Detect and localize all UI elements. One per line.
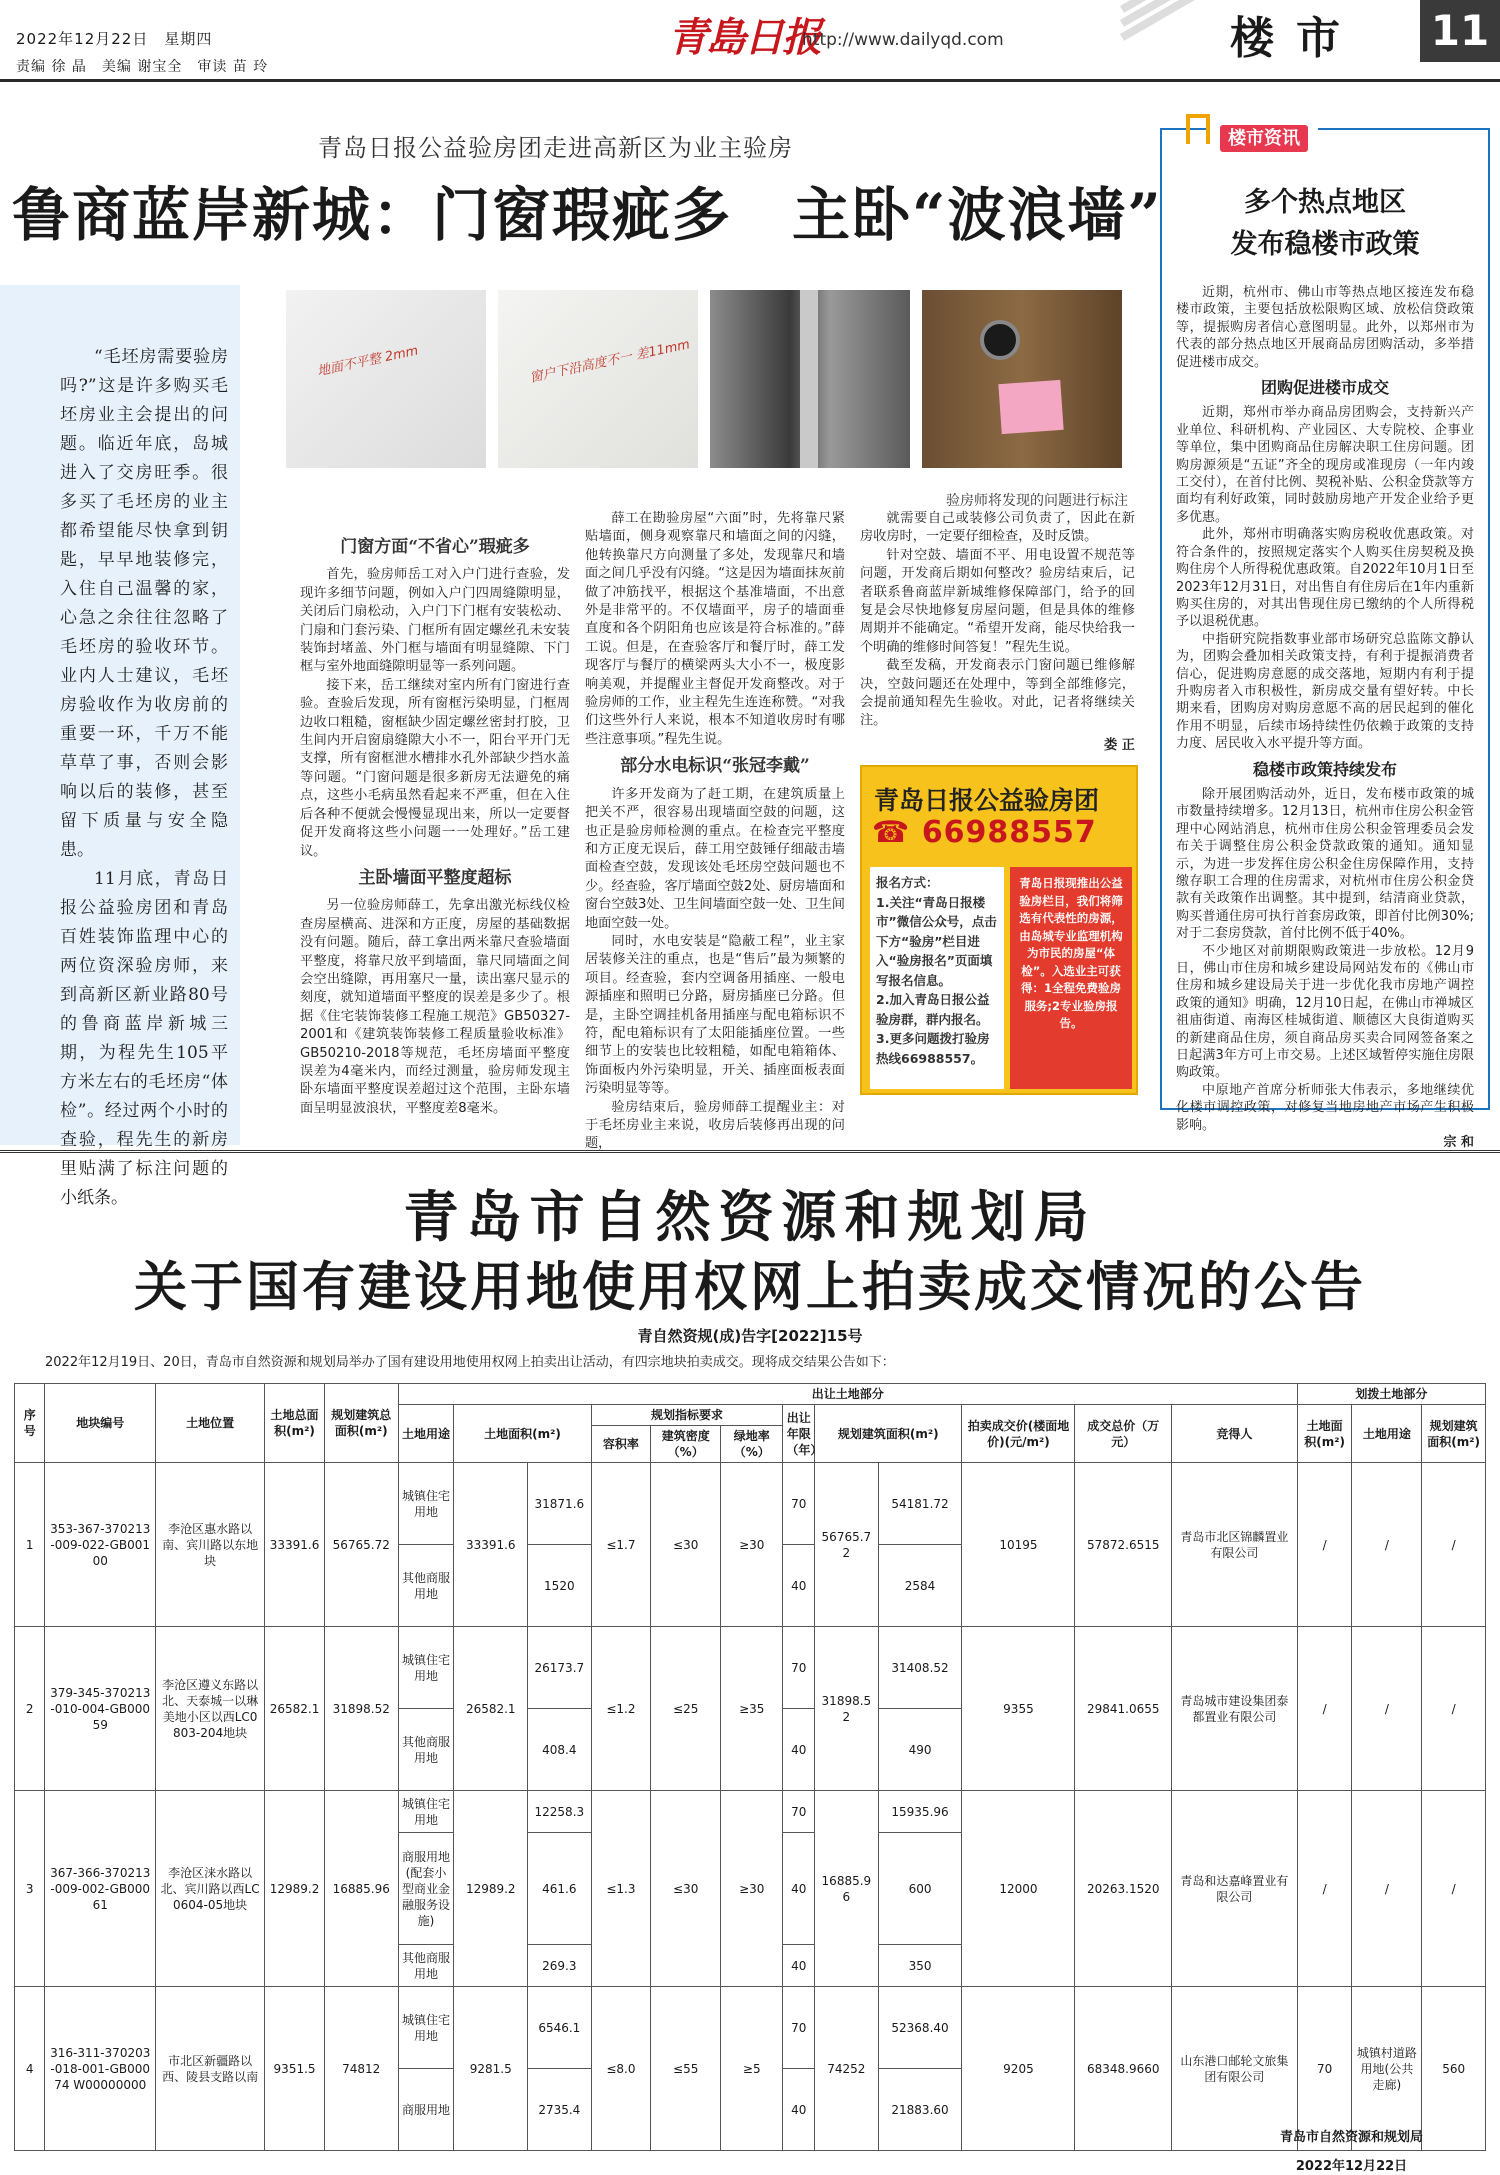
cell-total: 57872.6515 bbox=[1075, 1463, 1172, 1627]
body-paragraph: 不少地区对前期限购政策进一步放松。12月9日，佛山市住房和城乡建设局网站发布的《佛山市住房和城乡建设局关于进一步优化我市房地产调控政策的通知》明确，12月10日起，在佛山市禅城区祖庙街道、南海区桂城街道、顺德区大良街道购买的新建商品住房，须自商品房买卖合同网签备案之日起满3年方可上市交易。上述区域暂停实施住房限购政策。 bbox=[1176, 943, 1474, 1081]
cell-use: 城镇住宅用地 bbox=[398, 1791, 454, 1833]
cell-sub-area: 408.4 bbox=[528, 1709, 592, 1791]
col-total: 成交总价（万元） bbox=[1075, 1405, 1172, 1463]
cell-winner: 青岛城市建设集团泰都置业有限公司 bbox=[1172, 1627, 1298, 1791]
cell-use: 城镇住宅用地 bbox=[398, 1463, 454, 1545]
col-use: 土地用途 bbox=[398, 1405, 454, 1463]
window-frame-photo bbox=[710, 290, 910, 468]
body-paragraph: 中指研究院指数事业部市场研究总监陈文静认为，团购会叠加相关政策支持，有利于提振消费者信心，促进购房意愿的成交落地，短期内有利于提升购房者入市积极性，新房成交量有望好转。中长期来看，团购房对购房意愿不高的居民起到的催化作用不明显，后续市场持续性仍依赖于政策的支持力度、居民收入水平提升等方面。 bbox=[1176, 631, 1474, 752]
byline: 宗 和 bbox=[1443, 1135, 1474, 1151]
cell-alloc-use: 城镇村道路用地(公共走廊) bbox=[1352, 1987, 1422, 2151]
cell-alloc-floor: / bbox=[1422, 1791, 1486, 1987]
cell-winner: 山东港口邮轮文旅集团有限公司 bbox=[1172, 1987, 1298, 2151]
cell-use: 其他商服用地 bbox=[398, 1709, 454, 1791]
col-alloc-floor: 规划建筑面积(m²) bbox=[1422, 1405, 1486, 1463]
cell-sub-floor: 54181.72 bbox=[878, 1463, 962, 1545]
cell-sub-area: 31871.6 bbox=[528, 1463, 592, 1545]
promo-title: 青岛日报公益验房团 bbox=[874, 786, 1100, 815]
cell-area: 9281.5 bbox=[454, 1987, 528, 2151]
col-floor: 规划建筑面积(m²) bbox=[815, 1405, 962, 1463]
cell-use: 商服用地(配套小型商业金融服务设施) bbox=[398, 1833, 454, 1945]
cell-location: 李沧区遵义东路以北、天泰城一以琳美地小区以西LC0803-204地块 bbox=[155, 1627, 264, 1791]
body-paragraph: 就需要自己或装修公司负责了，因此在新房收房时，一定要仔细检查，及时反馈。 bbox=[860, 511, 1135, 545]
cell-use: 其他商服用地 bbox=[398, 1945, 454, 1987]
cell-far: ≤1.3 bbox=[591, 1791, 651, 1987]
cell-use: 其他商服用地 bbox=[398, 1545, 454, 1627]
cell-sub-floor: 600 bbox=[878, 1833, 962, 1945]
signup-step: 2.加入青岛日报公益验房群，群内报名。 bbox=[876, 992, 990, 1027]
cell-alloc-area: 70 bbox=[1297, 1987, 1352, 2151]
cell-floor: 31898.52 bbox=[815, 1627, 879, 1791]
cell-years: 40 bbox=[783, 2069, 815, 2151]
cell-sub-area: 1520 bbox=[528, 1545, 592, 1627]
body-paragraph: 薛工在勘验房屋“六面”时，先将靠尺紧贴墙面，侧身观察靠尺和墙面之间的闪缝，他转换靠尺方向测量了多处，发现靠尺和墙面之间几乎没有闪缝。“这是因为墙面抹灰前做了冲筋找平，根据这个基准墙面，不出意外是非常平的。不仅墙面平，房子的墙面垂直度和各个阴阳角也应该是符合标准的。”薛工说。但是，在查验客厅和餐厅时，薛工发现客厅与餐厅的横梁两头大小不一，极度影响美观，并提醒业主督促开发商整改。对于验房师的工作，业主程先生连连称赞。“对我们这些外行人来说，根本不知道收房时有哪些注意事项。”程先生说。 bbox=[585, 511, 845, 747]
promo-phone[interactable]: ☎ 66988557 bbox=[872, 815, 1097, 850]
body-paragraph: 截至发稿，开发商表示门窗问题已维修解决，空鼓问题还在处理中，等到全部维修完，会提前通知程先生验收。对此，记者将继续关注。 bbox=[860, 658, 1135, 729]
notice-doc-number: 青自然资规(成)告字[2022]15号 bbox=[637, 1327, 863, 1345]
photo-caption: 验房师将发现的问题进行标注 bbox=[946, 493, 1128, 509]
cell-use: 城镇住宅用地 bbox=[398, 1627, 454, 1709]
lead-paragraph: “毛坯房需要验房吗?”这是许多购买毛坯房业主会提出的问题。临近年底，岛城进入了交房旺季。很多买了毛坯房的业主都希望能尽快拿到钥匙，早早地装修完，入住自己温馨的家，心急之余往往忽略了毛坯房的验收环节。业内人士建议，毛坯房验收作为收房前的重要一环，千万不能草草了事，否则会影响以后的装修，甚至留下质量与安全隐患。 bbox=[60, 347, 228, 860]
sticky-note bbox=[998, 380, 1063, 434]
article-column-2 bbox=[585, 510, 845, 1152]
sidebar-body bbox=[1176, 284, 1474, 1152]
cell-sub-floor: 21883.60 bbox=[878, 2069, 962, 2151]
cell-years: 40 bbox=[783, 1833, 815, 1945]
col-group-indicators: 规划指标要求 bbox=[591, 1405, 783, 1426]
cell-area-total: 9351.5 bbox=[265, 1987, 325, 2151]
cell-price: 9205 bbox=[962, 1987, 1075, 2151]
notice-intro: 2022年12月19日、20日，青岛市自然资源和规划局举办了国有建设用地使用权网上拍卖出让活动，有四宗地块拍卖成交。现将成交结果公告如下： bbox=[45, 1355, 895, 1370]
cell-floor: 74252 bbox=[815, 1987, 879, 2151]
cell-years: 40 bbox=[783, 1945, 815, 1987]
cell-total: 29841.0655 bbox=[1075, 1627, 1172, 1791]
market-news-sidebar bbox=[1160, 128, 1490, 1151]
lead-paragraph: 11月底，青岛日报公益验房团和青岛百姓装饰监理中心的两位资深验房师，来到高新区新业路80号的鲁商蓝岸新城三期，为程先生105平方米左右的毛坯房“体检”。经过两个小时的查验，程先生的新房里贴满了标注问题的小纸条。 bbox=[60, 869, 228, 1208]
cell-location: 市北区新疆路以西、陵县支路以南 bbox=[155, 1987, 264, 2151]
cell-sub-floor: 350 bbox=[878, 1945, 962, 1987]
cell-price: 9355 bbox=[962, 1627, 1075, 1791]
cell-sub-floor: 52368.40 bbox=[878, 1987, 962, 2069]
body-paragraph: 近期，杭州市、佛山市等热点地区接连发布稳楼市政策，主要包括放松限购区域、放松信贷政策等，提振购房者信心意图明显。此外，以郑州市为代表的部分热点地区开展商品房团购活动，多举措促进楼市成交。 bbox=[1176, 285, 1474, 370]
cell-years: 70 bbox=[783, 1791, 815, 1833]
promo-description: 青岛日报现推出公益验房栏目，我们将筛选有代表性的房源，由岛城专业监理机构为市民的房屋“体检”。入选业主可获得：1全程免费验房服务;2专业验房报告。 bbox=[1010, 867, 1132, 1089]
wall-photo bbox=[286, 290, 486, 468]
cell-sub-area: 26173.7 bbox=[528, 1627, 592, 1709]
cell-alloc-use: / bbox=[1352, 1463, 1422, 1627]
cell-sub-area: 461.6 bbox=[528, 1833, 592, 1945]
cell-winner: 青岛市北区锦麟置业有限公司 bbox=[1172, 1463, 1298, 1627]
photo-scribble: 地面不平整 2mm bbox=[315, 343, 420, 380]
cell-density: ≤30 bbox=[651, 1463, 721, 1627]
cell-area-total: 12989.2 bbox=[265, 1791, 325, 1987]
cell-location: 李沧区涞水路以北、宾川路以西LC0604-05地块 bbox=[155, 1791, 264, 1987]
signup-step: 1.关注“青岛日报楼市”微信公众号，点击下方“验房”栏目进入“验房报名”页面填写报名信息。 bbox=[876, 894, 997, 988]
promo-signup bbox=[870, 867, 1004, 1089]
col-green: 绿地率（%） bbox=[721, 1426, 783, 1463]
body-paragraph: 验房结束后，验房师薛工提醒业主：对于毛坯房业主来说，收房后装修再出现的问题， bbox=[585, 1099, 845, 1152]
cell-sub-floor: 31408.52 bbox=[878, 1627, 962, 1709]
table-row bbox=[15, 1987, 1486, 2028]
cell-area-total: 33391.6 bbox=[265, 1463, 325, 1627]
cell-area-total: 26582.1 bbox=[265, 1627, 325, 1791]
section-subheading: 门窗方面“不省心”瑕疵多 bbox=[340, 537, 530, 557]
editors-line: 责编 徐 晶 美编 谢宝全 审读 苗 玲 bbox=[16, 59, 269, 75]
cell-total: 20263.1520 bbox=[1075, 1791, 1172, 1987]
cell-sub-area: 12258.3 bbox=[528, 1791, 592, 1833]
cell-use: 城镇住宅用地 bbox=[398, 1987, 454, 2069]
signature-issuer: 青岛市自然资源和规划局 bbox=[1280, 2130, 1424, 2145]
inspection-promo-box bbox=[860, 765, 1138, 1095]
cell-area: 12989.2 bbox=[454, 1791, 528, 1987]
body-paragraph: 近期，郑州市举办商品房团购会，支持新兴产业单位、科研机构、产业园区、大专院校、企事业等单位，集中团购商品住房解决职工住房问题。团购房源须是“五证”齐全的现房或准现房（一年内竣工交付），在首付比例、契税补贴、公积金贷款等方面均有利好政策，同时鼓励房地产开发企业给予更多优惠。 bbox=[1176, 405, 1474, 525]
notice-title: 关于国有建设用地使用权网上拍卖成交情况的公告 bbox=[134, 1256, 1366, 1318]
col-location: 土地位置 bbox=[155, 1384, 264, 1463]
cell-location: 李沧区惠水路以南、宾川路以东地块 bbox=[155, 1463, 264, 1627]
col-area: 土地面积(m²) bbox=[454, 1405, 591, 1463]
cell-sub-floor: 15935.96 bbox=[878, 1791, 962, 1833]
table-row bbox=[15, 1791, 1486, 1812]
auction-results-table bbox=[14, 1383, 1486, 2151]
cell-years: 70 bbox=[783, 1987, 815, 2069]
cell-density: ≤25 bbox=[651, 1627, 721, 1791]
cell-green: ≥35 bbox=[721, 1627, 783, 1791]
cell-area: 26582.1 bbox=[454, 1627, 528, 1791]
body-paragraph: 此外，郑州市明确落实购房税收优惠政策。对符合条件的，按照规定落实个人购买住房契税及换购住房个人所得税优惠政策。自2022年10月1日至2023年12月31日，对出售自有住房后在1年内重新购买住房的，对其出售现住房已缴纳的个人所得税予以退税优惠。 bbox=[1176, 527, 1474, 630]
col-winner: 竞得人 bbox=[1172, 1405, 1298, 1463]
cell-seq: 4 bbox=[15, 1987, 45, 2151]
col-alloc-area: 土地面积(m²) bbox=[1297, 1405, 1352, 1463]
article-column-1 bbox=[300, 530, 570, 1130]
cell-winner: 青岛和达嘉峰置业有限公司 bbox=[1172, 1791, 1298, 1987]
body-paragraph: 首先，验房师岳工对入户门进行查验，发现许多细节问题，例如入户门四周缝隙明显，关闭后门扇松动，入户门下门框有安装松动、门扇和门套污染、门框所有固定螺丝孔未安装装饰封堵盖、外门框与墙面有明显缝隙、下门框与室外地面缝隙明显等一系列问题。 bbox=[300, 567, 570, 675]
cell-sub-floor: 490 bbox=[878, 1709, 962, 1791]
cell-years: 70 bbox=[783, 1463, 815, 1545]
body-paragraph: 接下来，岳工继续对室内所有门窗进行查验。查验后发现，所有窗框污染明显，门框周边收口粗糙，窗框缺少固定螺丝密封打胶，卫生间内开启窗扇缝隙大小不一，阳台平开门无支撑，所有窗框泄水槽排水孔外部缺少挡水盖等问题。“门窗问题是很多新房无法避免的痛点，这些小毛病虽然看起来不严重，但在入住后各种不便就会慢慢显现出来，所以一定要督促开发商将这些小问题一一处理好。”岳工建议。 bbox=[300, 677, 570, 859]
col-years: 出让年限（年） bbox=[783, 1405, 815, 1463]
cell-total: 68348.9660 bbox=[1075, 1987, 1172, 2151]
cell-density: ≤30 bbox=[651, 1791, 721, 1987]
page-header bbox=[0, 0, 1500, 82]
cell-use: 商服用地 bbox=[398, 2069, 454, 2151]
section-subheading: 部分水电标识“张冠李戴” bbox=[620, 756, 810, 777]
col-group-allocation: 划拨土地部分 bbox=[1297, 1384, 1485, 1405]
photo-scribble: 窗户下沿高度不一 差11mm bbox=[528, 337, 692, 386]
col-code: 地块编号 bbox=[45, 1384, 156, 1463]
cell-seq: 1 bbox=[15, 1463, 45, 1627]
cell-code: 353-367-370213-009-022-GB00100 bbox=[45, 1463, 156, 1627]
cell-far: ≤8.0 bbox=[591, 1987, 651, 2151]
cell-alloc-area: / bbox=[1297, 1627, 1352, 1791]
cell-floor: 56765.72 bbox=[815, 1463, 879, 1627]
cell-sub-area: 2735.4 bbox=[528, 2069, 592, 2151]
cell-floor-total: 16885.96 bbox=[324, 1791, 398, 1987]
body-paragraph: 许多开发商为了赶工期，在建筑质量上把关不严，很容易出现墙面空鼓的问题，这也正是验房师检测的重点。在检查完平整度和方正度无误后，薛工用空鼓锤仔细敲击墙面检查空鼓，发现该处毛坯房空鼓问题也不少。经查验，客厅墙面空鼓2处、厨房墙面和窗台空鼓3处、卫生间墙面空鼓一处、卫生间地面空鼓一处。 bbox=[585, 786, 845, 931]
signup-heading: 报名方式： bbox=[876, 875, 939, 890]
section-subheading: 团购促进楼市成交 bbox=[1260, 378, 1389, 398]
col-alloc-use: 土地用途 bbox=[1352, 1405, 1422, 1463]
wall-photo bbox=[498, 290, 698, 468]
cell-far: ≤1.2 bbox=[591, 1627, 651, 1791]
byline: 娄 正 bbox=[1104, 737, 1135, 753]
cell-floor: 16885.96 bbox=[815, 1791, 879, 1987]
col-price: 拍卖成交价(楼面地价)(元/m²) bbox=[962, 1405, 1075, 1463]
newspaper-logo: 青島日报 bbox=[668, 14, 820, 61]
article-column-3 bbox=[860, 510, 1135, 755]
cell-area: 33391.6 bbox=[454, 1463, 528, 1627]
col-group-transfer: 出让土地部分 bbox=[398, 1384, 1297, 1405]
section-subheading: 稳楼市政策持续发布 bbox=[1252, 759, 1397, 779]
house-icon bbox=[1186, 114, 1210, 144]
cell-years: 70 bbox=[783, 1627, 815, 1709]
cell-seq: 3 bbox=[15, 1791, 45, 1987]
cell-code: 316-311-370203-018-001-GB00074 W00000000 bbox=[45, 1987, 156, 2151]
signup-step: 3.更多问题拨打验房热线66988557。 bbox=[876, 1031, 990, 1066]
cell-price: 10195 bbox=[962, 1463, 1075, 1627]
cell-code: 367-366-370213-009-002-GB00061 bbox=[45, 1791, 156, 1987]
cell-alloc-floor: 560 bbox=[1422, 1987, 1486, 2151]
cell-alloc-area: / bbox=[1297, 1463, 1352, 1627]
col-seq: 序号 bbox=[15, 1384, 45, 1463]
cell-density: ≤55 bbox=[651, 1987, 721, 2151]
cell-floor-total: 74812 bbox=[324, 1987, 398, 2151]
col-density: 建筑密度（%） bbox=[651, 1426, 721, 1463]
photo-strip bbox=[286, 290, 1124, 468]
cell-alloc-use: / bbox=[1352, 1791, 1422, 1987]
cell-alloc-floor: / bbox=[1422, 1627, 1486, 1791]
body-paragraph: 针对空鼓、墙面不平、用电设置不规范等问题，开发商后期如何整改？验房结束后，记者联系鲁商蓝岸新城维修保障部门，给予的回复是会尽快地修复房屋问题，但是具体的维修周期并不能确定。“希望开发商，能尽快给我一个明确的维修时间答复！”程先生说。 bbox=[860, 547, 1135, 655]
cell-price: 12000 bbox=[962, 1791, 1075, 1987]
cell-sub-area: 269.3 bbox=[528, 1945, 592, 1987]
cell-alloc-use: / bbox=[1352, 1627, 1422, 1791]
cell-floor-total: 56765.72 bbox=[324, 1463, 398, 1627]
notice-signature bbox=[1280, 2126, 1423, 2174]
article-kicker: 青岛日报公益验房团走进高新区为业主验房 bbox=[318, 134, 793, 162]
notice-issuer: 青岛市自然资源和规划局 bbox=[403, 1184, 1097, 1249]
section-subheading: 主卧墙面平整度超标 bbox=[358, 867, 512, 888]
col-area-total: 土地总面积(m²) bbox=[265, 1384, 325, 1463]
page-number: 11 bbox=[1420, 0, 1500, 62]
body-paragraph: 另一位验房师薛工，先拿出激光标线仪检查房屋横高、进深和方正度，房屋的基础数据没有问题。随后，薛工拿出两米靠尺查验墙面平整度，将靠尺放平到墙面，靠尺同墙面之间会空出缝隙，再用塞尺一量，读出塞尺显示的刻度，就知道墙面平整度的误差是多少了。根据《住宅装饰装修工程施工规范》GB50327-2001和《建筑装饰装修工程质量验收标准》GB50210-2018等规范，毛坯房墙面平整度误差为4毫米内，而经过测量，验房师发现主卧东墙面平整度误差超过这个范围，主卧东墙面呈明显波浪状，平整度差8毫米。 bbox=[300, 898, 570, 1116]
cell-green: ≥30 bbox=[721, 1791, 783, 1987]
body-paragraph: 中原地产首席分析师张大伟表示，多地继续优化楼市调控政策，对修复当地房地产市场产生积极影响。 bbox=[1176, 1082, 1474, 1133]
door-photo bbox=[922, 290, 1122, 468]
cell-code: 379-345-370213-010-004-GB00059 bbox=[45, 1627, 156, 1791]
header-decoration bbox=[1120, 0, 1200, 40]
cell-sub-floor: 2584 bbox=[878, 1545, 962, 1627]
body-paragraph: 除开展团购活动外，近日，发布楼市政策的城市数量持续增多。12月13日，杭州市住房公积金管理中心网站消息，杭州市住房公积金管理委员会发布关于调整住房公积金贷款政策的通知。通知显示，为进一步发挥住房公积金住房保障作用，支持缴存职工合理的住房需求，对杭州市住房公积金贷款有关政策作出调整。其中提到，结清商业贷款，购买普通住房可执行首套房政策，即首付比例30%;对于二套房贷款，首付比例不低于40%。 bbox=[1176, 786, 1474, 942]
cell-floor-total: 31898.52 bbox=[324, 1627, 398, 1791]
cell-years: 40 bbox=[783, 1545, 815, 1627]
cell-sub-area: 6546.1 bbox=[528, 1987, 592, 2069]
land-auction-notice bbox=[0, 1150, 1500, 2175]
cell-far: ≤1.7 bbox=[591, 1463, 651, 1627]
section-name: 楼市 bbox=[1230, 13, 1362, 64]
body-paragraph: 同时，水电安装是“隐蔽工程”，业主家居装修关注的重点，也是“售后”最为频繁的项目。经查验，套内空调备用插座、一般电源插座和照明已分路，厨房插座已分路。但是，主卧空调挂机备用插座与配电箱标识不符，配电箱标识有了太阳能插座位置。一些细节上的安装也比较粗糙，如配电箱箱体、饰面板内外污染明显，开关、插座面板表面污染明显等等。 bbox=[585, 933, 845, 1097]
table-row bbox=[15, 1463, 1486, 1504]
table-row bbox=[15, 1627, 1486, 1668]
cell-alloc-area: / bbox=[1297, 1791, 1352, 1987]
cell-green: ≥30 bbox=[721, 1463, 783, 1627]
website-link[interactable]: http://www.dailyqd.com bbox=[802, 30, 1004, 50]
cell-seq: 2 bbox=[15, 1627, 45, 1791]
signature-date: 2022年12月22日 bbox=[1295, 2159, 1408, 2174]
cell-alloc-floor: / bbox=[1422, 1463, 1486, 1627]
cell-years: 40 bbox=[783, 1709, 815, 1791]
col-far: 容积率 bbox=[591, 1426, 651, 1463]
issue-date: 2022年12月22日 星期四 bbox=[16, 30, 213, 48]
sidebar-tag: 楼市资讯 bbox=[1210, 124, 1318, 150]
article-headline: 鲁商蓝岸新城：门窗瑕疵多 主卧“波浪墙” bbox=[12, 181, 1163, 249]
article-lead bbox=[0, 285, 240, 1208]
cell-green: ≥5 bbox=[721, 1987, 783, 2151]
col-floor-total: 规划建筑总面积(m²) bbox=[324, 1384, 398, 1463]
sidebar-title: 多个热点地区 发布稳楼市政策 bbox=[1230, 187, 1420, 260]
